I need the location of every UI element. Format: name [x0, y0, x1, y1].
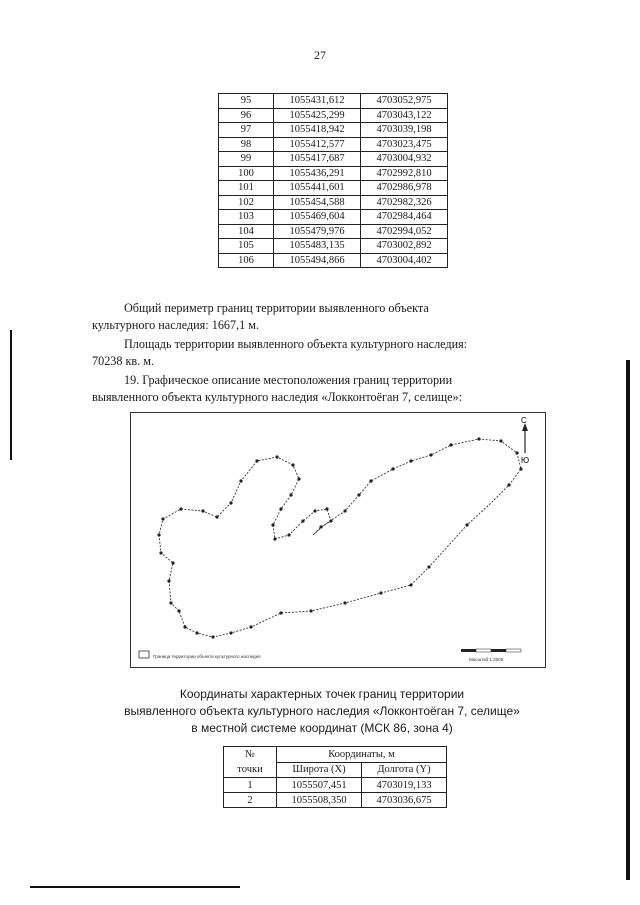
point-number-cell: 96: [219, 108, 274, 123]
header-num-line-2: точки: [237, 764, 263, 775]
point-number-cell: 103: [219, 210, 274, 225]
longitude-cell: 4703019,133: [362, 778, 447, 793]
table-row: [224, 778, 447, 793]
latitude-cell: 1055479,976: [274, 224, 361, 239]
longitude-cell: 4703043,122: [361, 108, 448, 123]
latitude-cell: 1055425,299: [274, 108, 361, 123]
latitude-cell: 1055436,291: [274, 166, 361, 181]
point-number-cell: 95: [219, 94, 274, 109]
caption-line-3: в местной системе координат (МСК 86, зона 4): [191, 721, 453, 735]
boundary-map-drawing: [131, 413, 545, 667]
south-label: Ю: [521, 456, 530, 465]
table-row: [219, 123, 448, 138]
latitude-cell: 1055507,451: [277, 778, 362, 793]
perimeter-line-2: культурного наследия: 1667,1 м.: [92, 318, 260, 332]
north-arrow: [521, 416, 529, 465]
area-line-1: Площадь территории выявленного объекта культурного наследия:: [124, 337, 468, 351]
boundary-map: [130, 412, 546, 668]
longitude-cell: 4703004,402: [361, 253, 448, 268]
scan-edge-right: [626, 360, 630, 880]
table-row: [219, 137, 448, 152]
table-row: [219, 94, 448, 109]
point-number-cell: 2: [224, 793, 277, 808]
legend-text: Граница территории объекта культурного наследия: [153, 654, 261, 659]
point-number-cell: 105: [219, 239, 274, 254]
point-number-cell: 104: [219, 224, 274, 239]
longitude-cell: 4703039,198: [361, 123, 448, 138]
latitude-cell: 1055417,687: [274, 152, 361, 167]
boundary-point-markers: [157, 437, 522, 638]
longitude-cell: 4703036,675: [362, 793, 447, 808]
map-legend: [139, 651, 261, 659]
caption-line-1: Координаты характерных точек границ территории: [179, 687, 465, 701]
north-label: С: [521, 416, 527, 425]
point-number-cell: 1: [224, 778, 277, 793]
latitude-cell: 1055431,612: [274, 94, 361, 109]
perimeter-paragraph: [92, 300, 552, 334]
longitude-cell: 4703023,475: [361, 137, 448, 152]
longitude-cell: 4702986,978: [361, 181, 448, 196]
scan-edge-bottom: [30, 886, 240, 888]
latitude-cell: 1055508,350: [277, 793, 362, 808]
table-row: [219, 108, 448, 123]
section-19-heading: [92, 372, 552, 406]
latitude-cell: 1055412,577: [274, 137, 361, 152]
table-header-row: [224, 747, 447, 763]
longitude-cell: 4702982,326: [361, 195, 448, 210]
area-line-2: 70238 кв. м.: [92, 354, 155, 368]
point-number-cell: 98: [219, 137, 274, 152]
latitude-cell: 1055441,601: [274, 181, 361, 196]
point-number-cell: 101: [219, 181, 274, 196]
point-number-cell: 99: [219, 152, 274, 167]
scale-text: Масштаб 1:2000: [469, 657, 504, 662]
table-row: [219, 152, 448, 167]
longitude-cell: 4703002,892: [361, 239, 448, 254]
table-row: [219, 224, 448, 239]
point-number-cell: 102: [219, 195, 274, 210]
latitude-cell: 1055469,604: [274, 210, 361, 225]
longitude-cell: 4702994,052: [361, 224, 448, 239]
header-num-line-1: №: [244, 749, 256, 760]
perimeter-line-1: Общий периметр границ территории выявленного объекта: [124, 301, 429, 315]
page-number: 27: [314, 48, 326, 62]
header-coordinates: Координаты, м: [277, 747, 447, 763]
latitude-cell: 1055454,588: [274, 195, 361, 210]
longitude-cell: 4703004,932: [361, 152, 448, 167]
longitude-cell: 4703052,975: [361, 94, 448, 109]
territory-boundary-line: [159, 439, 521, 637]
coordinates-table: [223, 746, 447, 808]
section-line-1: 19. Графическое описание местоположения границ территории: [124, 373, 453, 387]
longitude-cell: 4702984,464: [361, 210, 448, 225]
table-row: [219, 239, 448, 254]
scale-bar: [461, 649, 521, 662]
table-row: [219, 210, 448, 225]
coordinates-table-continued: [218, 93, 448, 268]
latitude-cell: 1055494,866: [274, 253, 361, 268]
point-number-cell: 100: [219, 166, 274, 181]
latitude-cell: 1055483,135: [274, 239, 361, 254]
header-latitude: Широта (X): [277, 762, 362, 778]
table-row: [219, 195, 448, 210]
area-paragraph: [92, 336, 552, 370]
table-row: [219, 181, 448, 196]
latitude-cell: 1055418,942: [274, 123, 361, 138]
header-point-number: [224, 747, 277, 778]
table-row: [224, 793, 447, 808]
header-longitude: Долгота (Y): [362, 762, 447, 778]
caption-line-2: выявленного объекта культурного наследия «Локконтоёган 7, селище»: [124, 704, 520, 718]
section-line-2: выявленного объекта культурного наследия «Локконтоёган 7, селище»:: [92, 390, 463, 404]
point-number-cell: 97: [219, 123, 274, 138]
longitude-cell: 4702992,810: [361, 166, 448, 181]
point-number-cell: 106: [219, 253, 274, 268]
table-row: [219, 253, 448, 268]
scan-edge-left: [10, 330, 12, 460]
table-row: [219, 166, 448, 181]
